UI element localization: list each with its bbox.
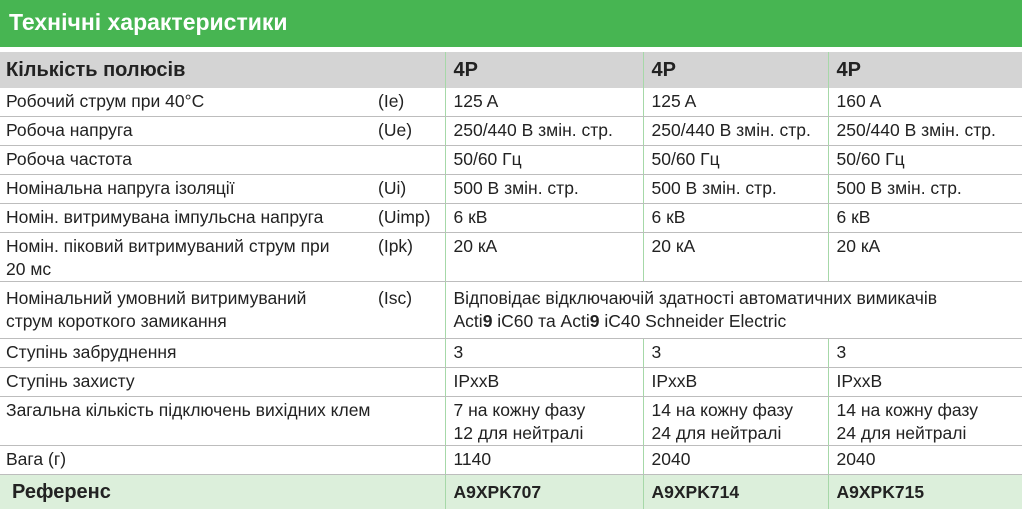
row-value bbox=[828, 368, 1022, 397]
table-row bbox=[0, 146, 1022, 175]
spec-table bbox=[0, 52, 1022, 509]
value-line: Відповідає відключаючій здатності автоматичних вимикачів bbox=[454, 288, 938, 308]
value-line: 50/60 Гц bbox=[837, 149, 905, 169]
reference-code: A9XPK714 bbox=[643, 475, 828, 509]
label-line: струм короткого замикання bbox=[6, 311, 227, 331]
label-line: Вага (г) bbox=[6, 449, 66, 469]
row-value bbox=[828, 233, 1022, 282]
value-line: 6 кВ bbox=[652, 207, 686, 227]
row-value bbox=[828, 88, 1022, 117]
value-line: 2040 bbox=[837, 449, 876, 469]
row-value bbox=[828, 339, 1022, 368]
row-value bbox=[643, 339, 828, 368]
row-value bbox=[445, 368, 643, 397]
value-line: 2040 bbox=[652, 449, 691, 469]
reference-label: Референс bbox=[0, 475, 445, 509]
row-label bbox=[0, 397, 372, 446]
value-line: 250/440 В змін. стр. bbox=[454, 120, 613, 140]
table-row bbox=[0, 204, 1022, 233]
row-value bbox=[828, 175, 1022, 204]
row-label bbox=[0, 88, 372, 117]
row-value bbox=[828, 446, 1022, 475]
row-label bbox=[0, 117, 372, 146]
value-line: 160 A bbox=[837, 91, 882, 111]
row-value bbox=[643, 146, 828, 175]
reference-code: A9XPK715 bbox=[828, 475, 1022, 509]
row-value bbox=[643, 397, 828, 446]
row-value bbox=[828, 117, 1022, 146]
row-value bbox=[643, 117, 828, 146]
row-value bbox=[643, 175, 828, 204]
row-value bbox=[445, 339, 643, 368]
row-value bbox=[445, 175, 643, 204]
label-line: Робоча напруга bbox=[6, 120, 133, 140]
value-line: 12 для нейтралі bbox=[454, 423, 584, 443]
value-line: 250/440 В змін. стр. bbox=[837, 120, 996, 140]
value-line: 50/60 Гц bbox=[652, 149, 720, 169]
row-value bbox=[643, 368, 828, 397]
label-line: Ступінь забруднення bbox=[6, 342, 177, 362]
table-row bbox=[0, 233, 1022, 282]
header-col: 4P bbox=[643, 52, 828, 88]
value-line: 20 кА bbox=[837, 236, 881, 256]
table-row bbox=[0, 397, 1022, 446]
value-part: iC60 та Acti bbox=[492, 311, 589, 331]
row-value bbox=[643, 204, 828, 233]
value-line: 20 кА bbox=[454, 236, 498, 256]
header-col: 4P bbox=[828, 52, 1022, 88]
reference-code: A9XPK707 bbox=[445, 475, 643, 509]
row-code bbox=[372, 446, 445, 475]
value-line: 3 bbox=[652, 342, 662, 362]
row-value bbox=[643, 233, 828, 282]
value-line: 500 В змін. стр. bbox=[652, 178, 777, 198]
value-part: iC40 Schneider Electric bbox=[599, 311, 786, 331]
row-label bbox=[0, 446, 372, 475]
value-line: 24 для нейтралі bbox=[837, 423, 967, 443]
row-label bbox=[0, 233, 372, 282]
value-line: 6 кВ bbox=[837, 207, 871, 227]
label-line: 20 мс bbox=[6, 259, 51, 279]
row-label bbox=[0, 339, 372, 368]
label-line: Номін. витримувана імпульсна напруга bbox=[6, 207, 323, 227]
row-code bbox=[372, 146, 445, 175]
value-line: 14 на кожну фазу bbox=[652, 400, 793, 420]
label-line: Робоча частота bbox=[6, 149, 132, 169]
value-line: IPxxB bbox=[652, 371, 698, 391]
value-line: 500 В змін. стр. bbox=[837, 178, 962, 198]
header-label: Кількість полюсів bbox=[0, 52, 445, 88]
value-line: 14 на кожну фазу bbox=[837, 400, 978, 420]
row-value bbox=[445, 446, 643, 475]
row-code: (Uimp) bbox=[372, 204, 445, 233]
table-row bbox=[0, 175, 1022, 204]
value-line: 20 кА bbox=[652, 236, 696, 256]
value-line: 250/440 В змін. стр. bbox=[652, 120, 811, 140]
row-value bbox=[828, 204, 1022, 233]
row-value bbox=[445, 397, 643, 446]
row-code bbox=[372, 368, 445, 397]
row-value bbox=[828, 397, 1022, 446]
row-label bbox=[0, 282, 372, 339]
row-value bbox=[445, 146, 643, 175]
row-value bbox=[445, 204, 643, 233]
row-label bbox=[0, 204, 372, 233]
table-row bbox=[0, 446, 1022, 475]
value-part: Acti bbox=[454, 311, 483, 331]
row-value bbox=[445, 88, 643, 117]
label-line: Номінальний умовний витримуваний bbox=[6, 288, 306, 308]
row-code: (Ie) bbox=[372, 88, 445, 117]
value-part: 9 bbox=[590, 311, 600, 331]
row-label bbox=[0, 175, 372, 204]
merged-value bbox=[445, 282, 1022, 339]
row-code bbox=[372, 339, 445, 368]
value-line: IPxxB bbox=[454, 371, 500, 391]
value-line: IPxxB bbox=[837, 371, 883, 391]
table-row bbox=[0, 368, 1022, 397]
value-line: 500 В змін. стр. bbox=[454, 178, 579, 198]
label-line: Ступінь захисту bbox=[6, 371, 135, 391]
reference-row bbox=[0, 475, 1022, 509]
value-line: 6 кВ bbox=[454, 207, 488, 227]
row-code: (Isc) bbox=[372, 282, 445, 339]
table-header-row bbox=[0, 52, 1022, 88]
row-code: (Ue) bbox=[372, 117, 445, 146]
label-line: Робочий струм при 40°C bbox=[6, 91, 204, 111]
row-label bbox=[0, 146, 372, 175]
row-value bbox=[445, 117, 643, 146]
row-label bbox=[0, 368, 372, 397]
row-value bbox=[828, 146, 1022, 175]
value-line: 50/60 Гц bbox=[454, 149, 522, 169]
table-row bbox=[0, 339, 1022, 368]
label-line: Номін. піковий витримуваний струм при bbox=[6, 236, 330, 256]
row-value bbox=[643, 88, 828, 117]
value-part: 9 bbox=[483, 311, 493, 331]
value-line: 1140 bbox=[454, 449, 492, 469]
row-code: (Ui) bbox=[372, 175, 445, 204]
section-title: Технічні характеристики bbox=[0, 0, 1022, 47]
label-line: Номінальна напруга ізоляції bbox=[6, 178, 235, 198]
table-row bbox=[0, 117, 1022, 146]
row-code bbox=[372, 397, 445, 446]
row-code: (Ipk) bbox=[372, 233, 445, 282]
header-col: 4P bbox=[445, 52, 643, 88]
table-row bbox=[0, 88, 1022, 117]
row-value bbox=[643, 446, 828, 475]
value-line: 24 для нейтралі bbox=[652, 423, 782, 443]
value-line: 3 bbox=[454, 342, 464, 362]
value-line: 125 A bbox=[652, 91, 697, 111]
label-line: Загальна кількість підключень вихідних клем bbox=[6, 400, 370, 420]
value-line: 3 bbox=[837, 342, 847, 362]
table-row bbox=[0, 282, 1022, 339]
value-line: 7 на кожну фазу bbox=[454, 400, 586, 420]
value-line: 125 A bbox=[454, 91, 499, 111]
row-value bbox=[445, 233, 643, 282]
